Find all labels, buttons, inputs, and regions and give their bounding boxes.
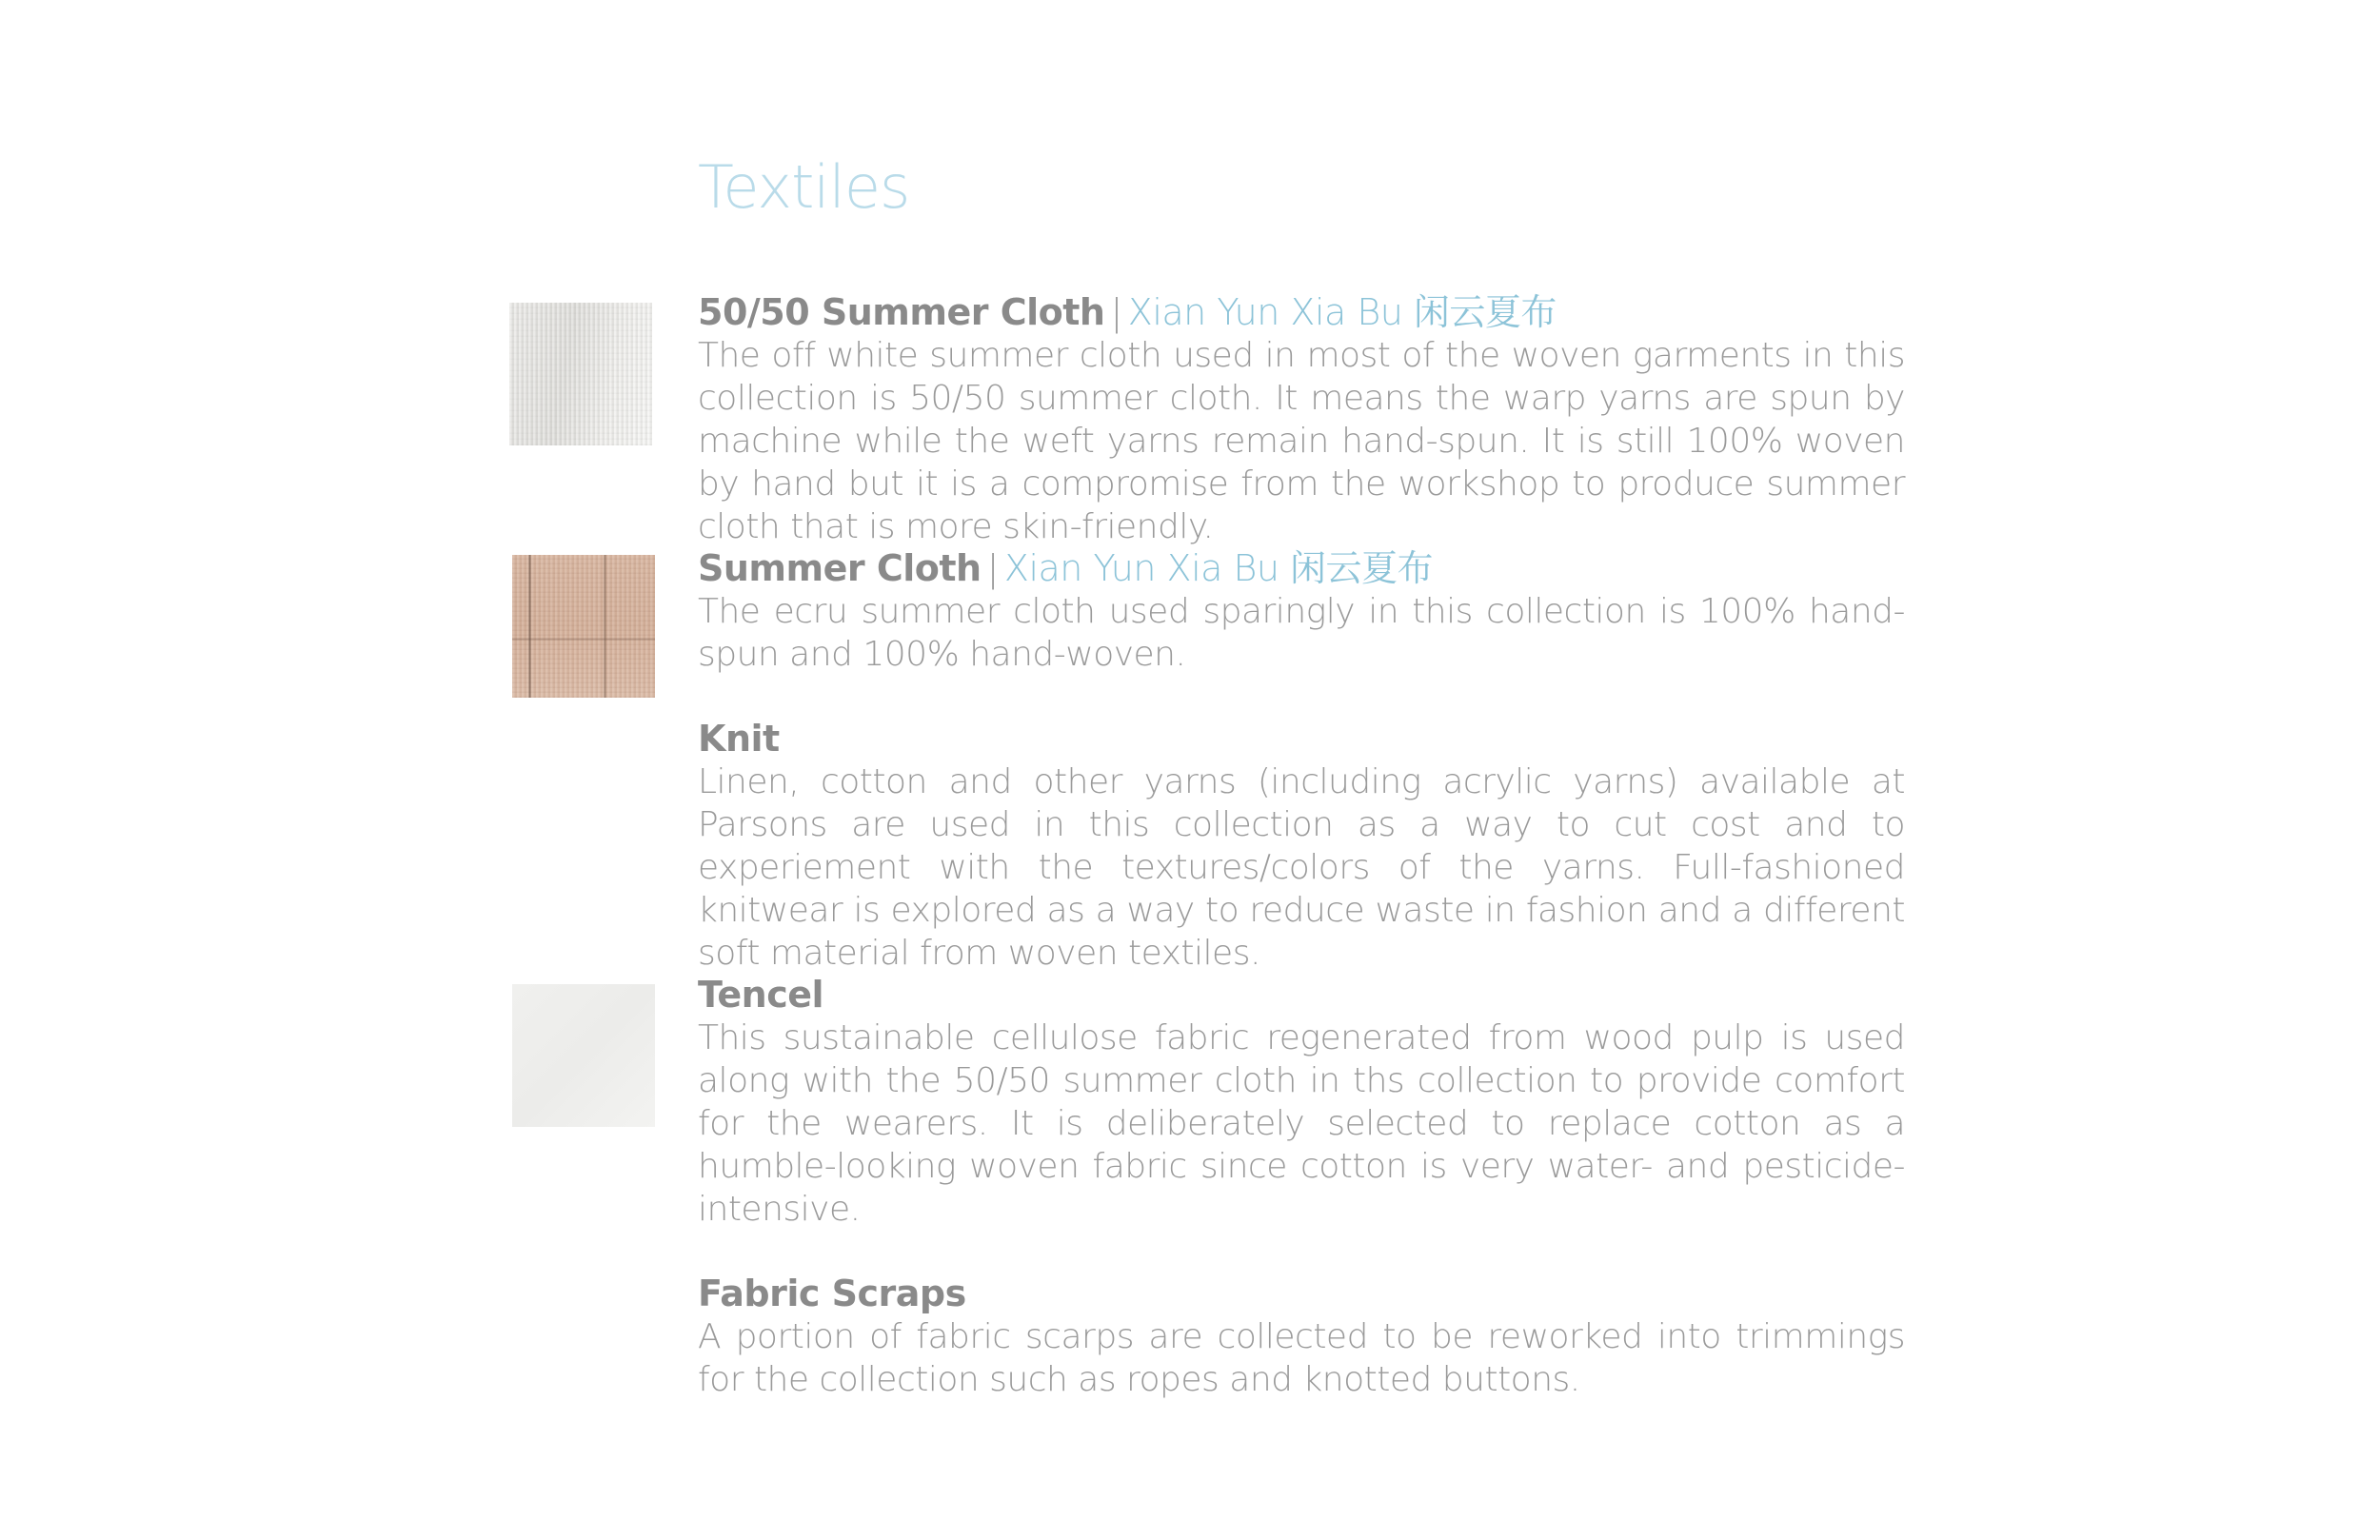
section-title: 50/50 Summer Cloth bbox=[698, 291, 1105, 333]
section-body: The ecru summer cloth used sparingly in this collection is 100% hand-spun and 100% hand-woven. bbox=[698, 592, 1905, 674]
section-title: Fabric Scraps bbox=[698, 1273, 966, 1314]
section-title: Tencel bbox=[698, 974, 824, 1016]
section-tencel bbox=[698, 974, 1905, 1231]
section-body: A portion of fabric scarps are collected to be reworked into trimmings for the collection such as ropes and knotted buttons. bbox=[698, 1317, 1905, 1399]
section-heading bbox=[698, 547, 1905, 590]
section-body: The off white summer cloth used in most of the woven garments in this collection is 50/50 summer cloth. It means the warp yarns are spun by machine while the weft yarns remain hand-spun. It is still 100% woven by hand but it is a compromise from the workshop to produce summer cloth that is more skin-friendly. bbox=[698, 336, 1905, 546]
section-title: Summer Cloth bbox=[698, 547, 982, 589]
ecru-summer-cloth-swatch bbox=[512, 555, 655, 698]
section-summer-cloth bbox=[698, 547, 1905, 676]
section-heading bbox=[698, 291, 1905, 334]
heading-separator: | bbox=[986, 547, 999, 589]
section-50-50-summer-cloth bbox=[698, 291, 1905, 548]
section-alt-name: Xian Yun Xia Bu 闲云夏布 bbox=[1003, 547, 1434, 589]
section-alt-name: Xian Yun Xia Bu 闲云夏布 bbox=[1127, 291, 1557, 333]
page-title: Textiles bbox=[698, 152, 910, 222]
section-title: Knit bbox=[698, 718, 780, 760]
off-white-summer-cloth-swatch bbox=[509, 303, 652, 445]
section-body: Linen, cotton and other yarns (including acrylic yarns) available at Parsons are used in this collection as a way to cut cost and to experiement with the textures/colors of the yarns. Full-fashioned knitwear is explored as a way to reduce waste in fashion and a different soft material from woven textiles. bbox=[698, 762, 1905, 973]
heading-separator: | bbox=[1110, 291, 1122, 333]
section-fabric-scraps bbox=[698, 1273, 1905, 1401]
section-knit bbox=[698, 718, 1905, 975]
section-body: This sustainable cellulose fabric regenerated from wood pulp is used along with the 50/50 summer cloth in ths collection to provide comfort for the wearers. It is deliberately selected to replace cotton as a humble-looking woven fabric since cotton is very water- and pesticide-intensive. bbox=[698, 1018, 1905, 1229]
tencel-swatch bbox=[512, 984, 655, 1127]
